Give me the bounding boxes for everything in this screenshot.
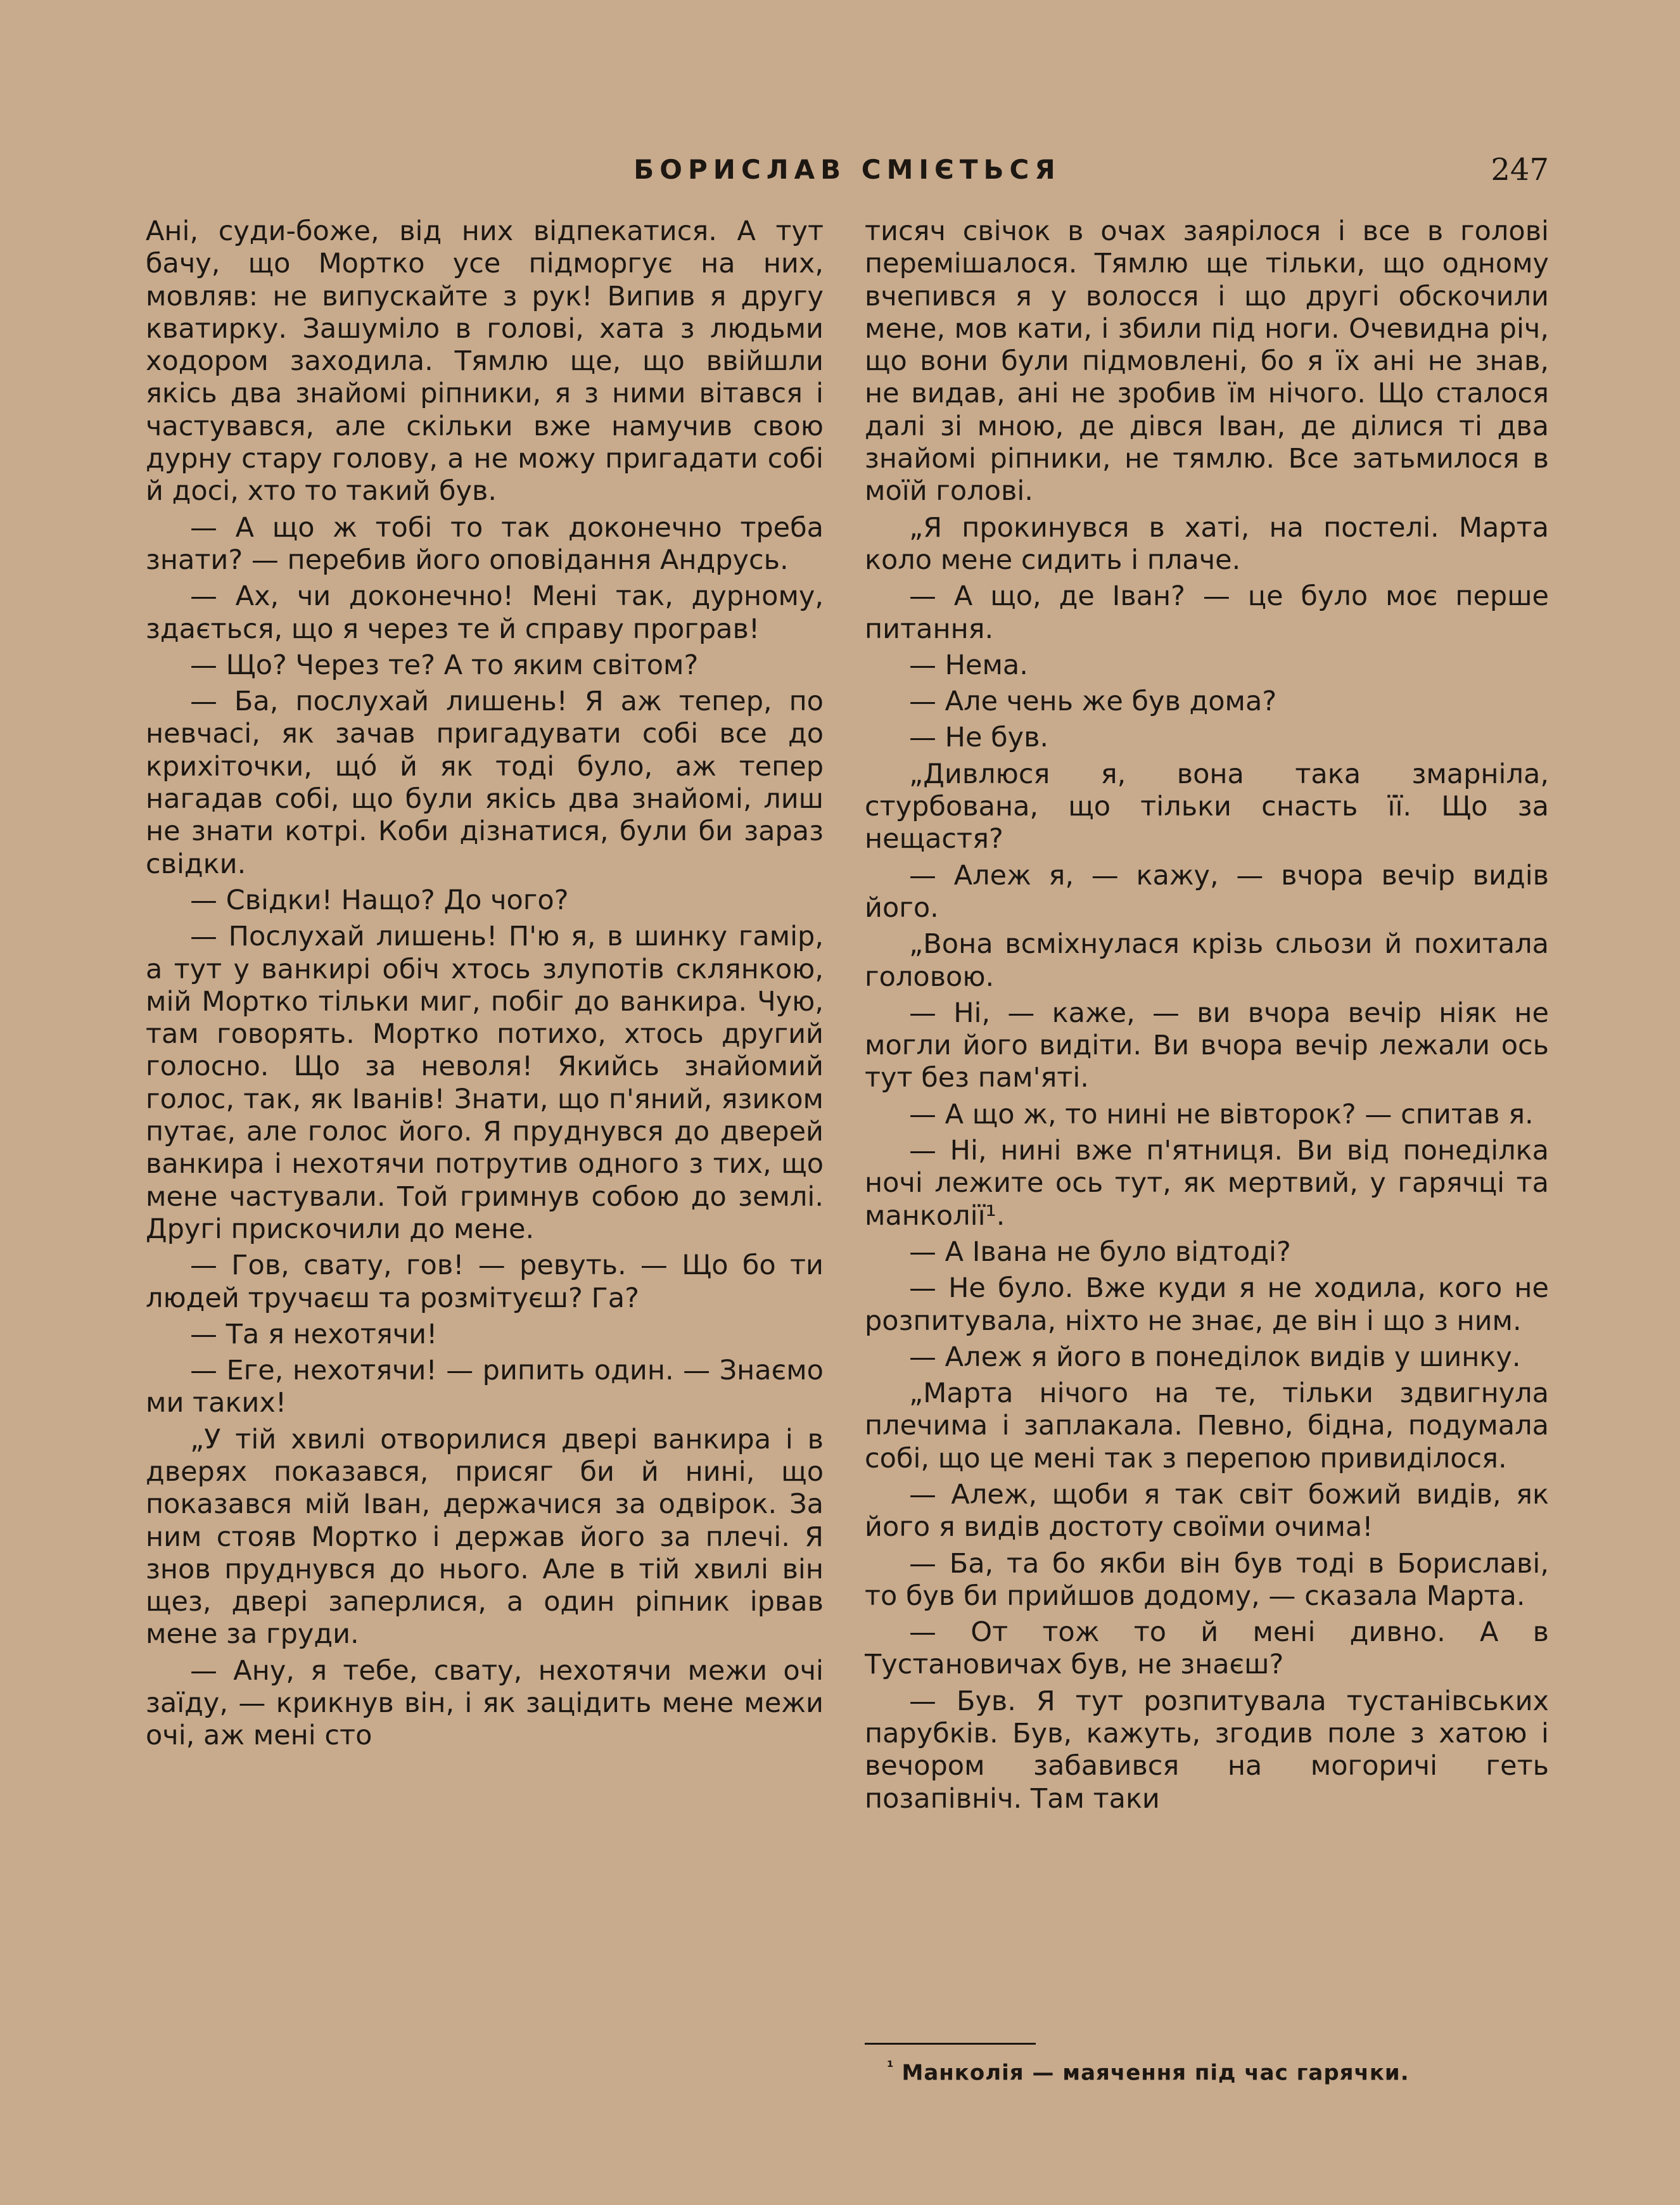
paragraph: — Не був. xyxy=(909,722,1049,754)
right-text-column xyxy=(865,215,1549,2110)
paragraph: — Що? Через те? А то яким світом? xyxy=(190,649,699,681)
paragraph: — Був. Я тут розпитувала тустанівських парубків. Був, кажуть, згодив поле з хатою і вечором забавився на могоричі геть позапівніч. Там таки xyxy=(865,1685,1549,1815)
paragraph: — Нема. xyxy=(909,649,1028,681)
paragraph: — Алеж, щоби я так світ божий видів, як його я видів достоту своїми очима! xyxy=(865,1478,1549,1544)
paragraph: тисяч свічок в очах заярілося і все в голові перемішалося. Тямлю ще тільки, що одному вчепився я у волосся і що другі обскочили мене, мов кати, і збили під ноги. Очевидна річ, що вони були підмовлені, бо я їх ані не знав, не видав, ані не зробив їм нічого. Що сталося далі зі мною, де дівся Іван, де ділися ті два знайомі ріпники, не тямлю. Все затьмилося в моїй голові. xyxy=(865,215,1549,508)
paragraph: — А що ж тобі то так доконечно треба знати? — перебив його оповідання Андрусь. xyxy=(146,511,824,576)
page-header xyxy=(146,151,1549,189)
paragraph: — Ба, та бо якби він був тоді в Бориславі, то був би прийшов додому, — сказала Марта. xyxy=(865,1547,1549,1612)
paragraph: — Ба, послухай лишень! Я аж тепер, по невчасі, як зачав пригадувати собі все до крихіточки, щó й як тоді було, аж тепер нагадав собі, що були якісь два знайомі, лиш не знати котрі. Коби дізнатися, були би зараз свідки. xyxy=(146,686,824,880)
paragraph: — Але чень же був дома? xyxy=(909,686,1277,718)
paragraph: — А Івана не було відтоді? xyxy=(909,1236,1291,1268)
paragraph: Ані, суди-боже, від них відпекатися. А тут бачу, що Мортко усе підморгує на них, мовляв: не випускайте з рук! Випив я другу кватирку. Зашуміло в голові, хата з людьми ходором заходила. Тямлю ще, що ввійшли якісь два знайомі ріпники, я з ними вітався і частувався, але скільки вже намучив свою дурну стару голову, а не можу пригадати собі й досі, хто то такий був. xyxy=(146,215,824,508)
paragraph: „Я прокинувся в хаті, на постелі. Марта коло мене сидить і плаче. xyxy=(865,511,1549,576)
paragraph: „Дивлюся я, вона така змарніла, стурбована, що тільки снасть її. Що за нещастя? xyxy=(865,758,1549,855)
paragraph: „У тій хвилі отворилися двері ванкира і в дверях показався, присяг би й нині, що показався мій Іван, держачися за одвірок. За ним стояв Мортко і держав його за плечі. Я знов пруднувся до нього. Але в тій хвилі він щез, двері заперлися, а один ріпник ірвав мене за груди. xyxy=(146,1423,824,1651)
paragraph: — А що ж, то нині не вівторок? — спитав я. xyxy=(909,1098,1534,1130)
paragraph: — Гов, свату, гов! — ревуть. — Що бо ти людей тручаєш та розмітуєш? Га? xyxy=(146,1250,824,1314)
paragraph: — Не було. Вже куди я не ходила, кого не розпитувала, ніхто не знає, де він і що з ним. xyxy=(865,1272,1549,1337)
footnote-separator xyxy=(865,2043,1036,2045)
paragraph: — Еге, нехотячи! — рипить один. — Знаємо ми таких! xyxy=(146,1355,824,1419)
paragraph: — Алеж я його в понеділок видів у шинку. xyxy=(909,1341,1521,1373)
footnote-text: Манколія — маячення під час гарячки. xyxy=(901,2060,1410,2086)
paragraph: „Вона всміхнулася крізь сльози й похитала головою. xyxy=(865,928,1549,993)
running-title: БОРИСЛАВ СМІЄТЬСЯ xyxy=(633,154,1061,185)
paragraph: — Послухай лишень! П'ю я, в шинку гамір, а тут у ванкирі обіч хтось злупотів склянкою, мій Мортко тільки миг, побіг до ванкира. Чую, там говорять. Мортко потихо, хтось другий голосно. Що за неволя! Якийсь знайомий голос, так, як Іванів! Знати, що п'яний, язиком путає, але голос його. Я пруднувся до дверей ванкира і нехотячи потрутив одного з тих, що мене частували. Той гримнув собою до землі. Другі прискочили до мене. xyxy=(146,921,824,1245)
paragraph: — Ні, — каже, — ви вчора вечір ніяк не могли його видіти. Ви вчора вечір лежали ось тут без пам'яті. xyxy=(865,997,1549,1094)
paragraph: — От тож то й мені дивно. А в Тустановичах був, не знаєш? xyxy=(865,1616,1549,1681)
paragraph: — Та я нехотячи! xyxy=(190,1318,438,1350)
paragraph: — Ні, нині вже п'ятниця. Ви від понеділка ночі лежите ось тут, як мертвий, у гарячці та манколії¹. xyxy=(865,1135,1549,1232)
left-text-column xyxy=(146,215,824,2110)
paragraph: — Ах, чи доконечно! Мені так, дурному, здається, що я через те й справу програв! xyxy=(146,580,824,645)
footnote xyxy=(887,2053,1549,2087)
page-number: 247 xyxy=(1491,152,1549,188)
paragraph: — Алеж я, — кажу, — вчора вечір видів його. xyxy=(865,859,1549,924)
paragraph: — Свідки! Нащо? До чого? xyxy=(190,884,569,916)
footnote-mark: ¹ xyxy=(887,2058,894,2076)
paragraph: — А що, де Іван? — це було моє перше питання. xyxy=(865,580,1549,645)
paragraph: „Марта нічого на те, тільки здвигнула плечима і заплакала. Певно, бідна, подумала собі, що це мені так з перепою привиділося. xyxy=(865,1377,1549,1474)
paragraph: — Ану, я тебе, свату, нехотячи межи очі заїду, — крикнув він, і як зацідить мене межи очі, аж мені сто xyxy=(146,1654,824,1752)
